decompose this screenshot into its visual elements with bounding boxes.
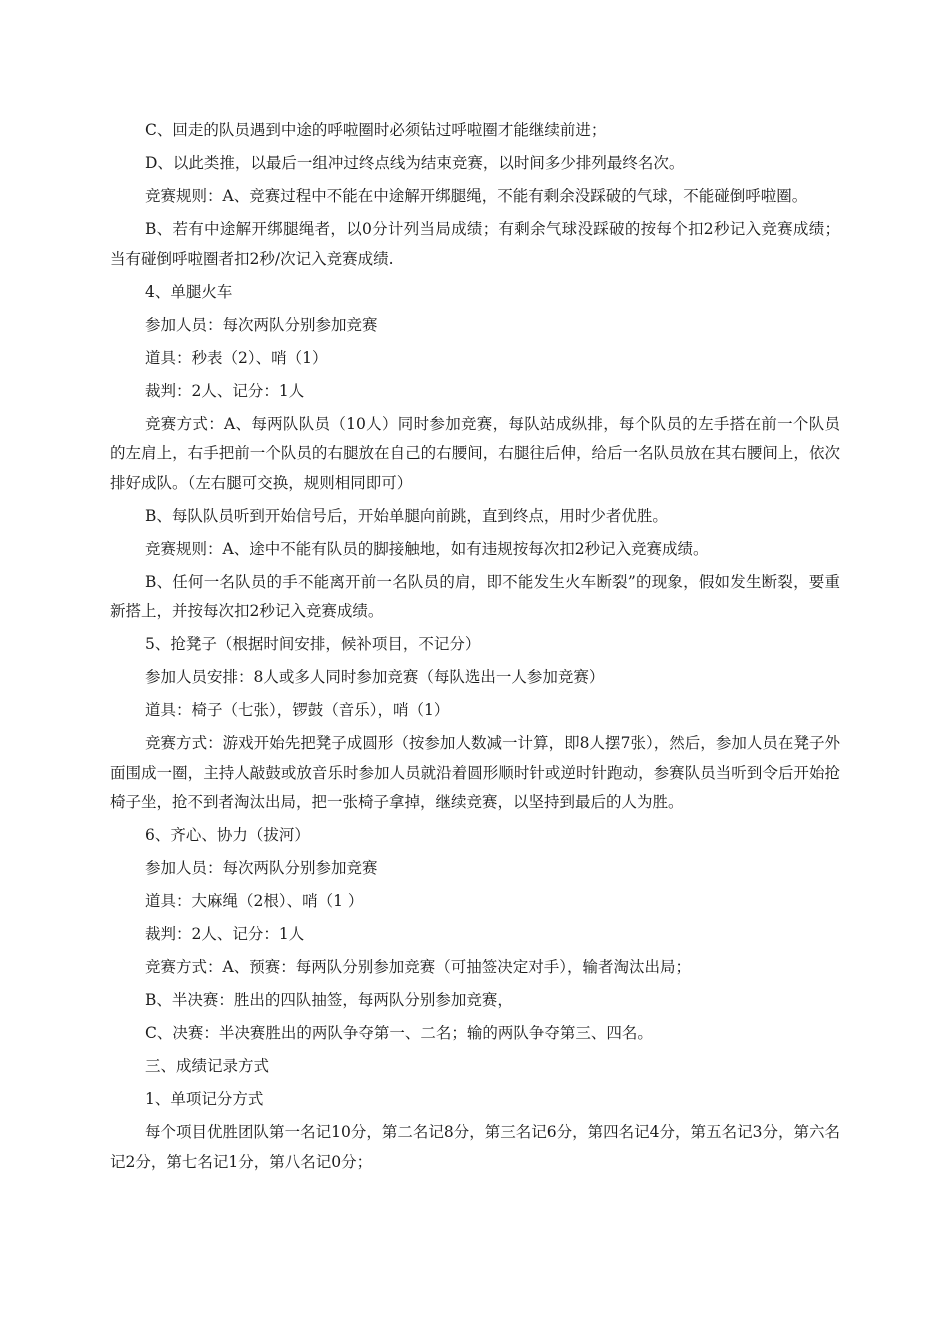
paragraph: 道具：椅子（七张），锣鼓（音乐），哨（1） xyxy=(145,701,450,719)
paragraph: 裁判：2人、记分：1人 xyxy=(145,925,305,943)
paragraph: 参加人员：每次两队分别参加竞赛 xyxy=(145,859,378,877)
paragraph: 竞赛方式：游戏开始先把凳子成圆形（按参加人数减一计算，即8人摆7张），然后，参加人员在凳子外面围成一圈，主持人敲鼓或放音乐时参加人员就沿着圆形顺时针或逆时针跑动，参赛队员当听到令后开始抢椅子坐，抢不到者淘汰出局，把一张椅子拿掉，继续竞赛，以坚持到最后的人为胜。 xyxy=(110,734,840,811)
paragraph: 竞赛方式：A、预赛：每两队分别参加竞赛（可抽签决定对手），输者淘汰出局； xyxy=(145,958,691,976)
document-body xyxy=(110,116,840,1181)
paragraph: C、决赛：半决赛胜出的两队争夺第一、二名；输的两队争夺第三、四名。 xyxy=(145,1024,653,1042)
paragraph: 竞赛方式：A、每两队队员（10人）同时参加竞赛，每队站成纵排，每个队员的左手搭在前一个队员的左肩上，右手把前一个队员的右腿放在自己的右腰间，右腿往后伸，给后一名队员放在其右腰间上，依次排好成队。（左右腿可交换，规则相同即可） xyxy=(110,414,840,492)
section-heading: 三、成绩记录方式 xyxy=(145,1057,270,1075)
paragraph: C、回走的队员遇到中途的呼啦圈时必须钻过呼啦圈才能继续前进； xyxy=(145,121,607,139)
section-heading: 4、单腿火车 xyxy=(145,282,233,301)
section-heading: 1、单项记分方式 xyxy=(145,1090,264,1108)
paragraph: B、任何一名队员的手不能离开前一名队员的肩，即不能发生火车断裂”的现象，假如发生断裂，要重新搭上，并按每次扣2秒记入竞赛成绩。 xyxy=(110,572,840,620)
paragraph: 每个项目优胜团队第一名记10分，第二名记8分，第三名记6分，第四名记4分，第五名记3分，第六名记2分，第七名记1分，第八名记0分； xyxy=(110,1123,840,1171)
paragraph: 竞赛规则：A、途中不能有队员的脚接触地，如有违规按每次扣2秒记入竞赛成绩。 xyxy=(145,539,709,558)
paragraph: B、半决赛：胜出的四队抽签，每两队分别参加竞赛， xyxy=(145,991,513,1009)
paragraph: 道具：大麻绳（2根）、哨（1 ） xyxy=(145,892,364,910)
paragraph: 裁判：2人、记分：1人 xyxy=(145,381,305,400)
paragraph: 竞赛规则：A、竞赛过程中不能在中途解开绑腿绳，不能有剩余没踩破的气球，不能碰倒呼啦圈。 xyxy=(145,187,808,205)
paragraph: 参加人员安排：8人或多人同时参加竞赛（每队选出一人参加竞赛） xyxy=(145,668,605,686)
paragraph: D、以此类推，以最后一组冲过终点线为结束竞赛，以时间多少排列最终名次。 xyxy=(145,154,685,172)
paragraph: B、若有中途解开绑腿绳者，以0分计列当局成绩；有剩余气球没踩破的按每个扣2秒记入竞赛成绩；当有碰倒呼啦圈者扣2秒/次记入竞赛成绩. xyxy=(110,220,840,268)
section-heading: 6、齐心、协力（拔河） xyxy=(145,826,310,844)
paragraph: B、每队队员听到开始信号后，开始单腿向前跳，直到终点，用时少者优胜。 xyxy=(145,506,668,525)
paragraph: 道具：秒表（2）、哨（1） xyxy=(145,348,328,367)
section-heading: 5、抢凳子（根据时间安排，候补项目，不记分） xyxy=(145,635,481,653)
paragraph: 参加人员：每次两队分别参加竞赛 xyxy=(145,315,378,334)
